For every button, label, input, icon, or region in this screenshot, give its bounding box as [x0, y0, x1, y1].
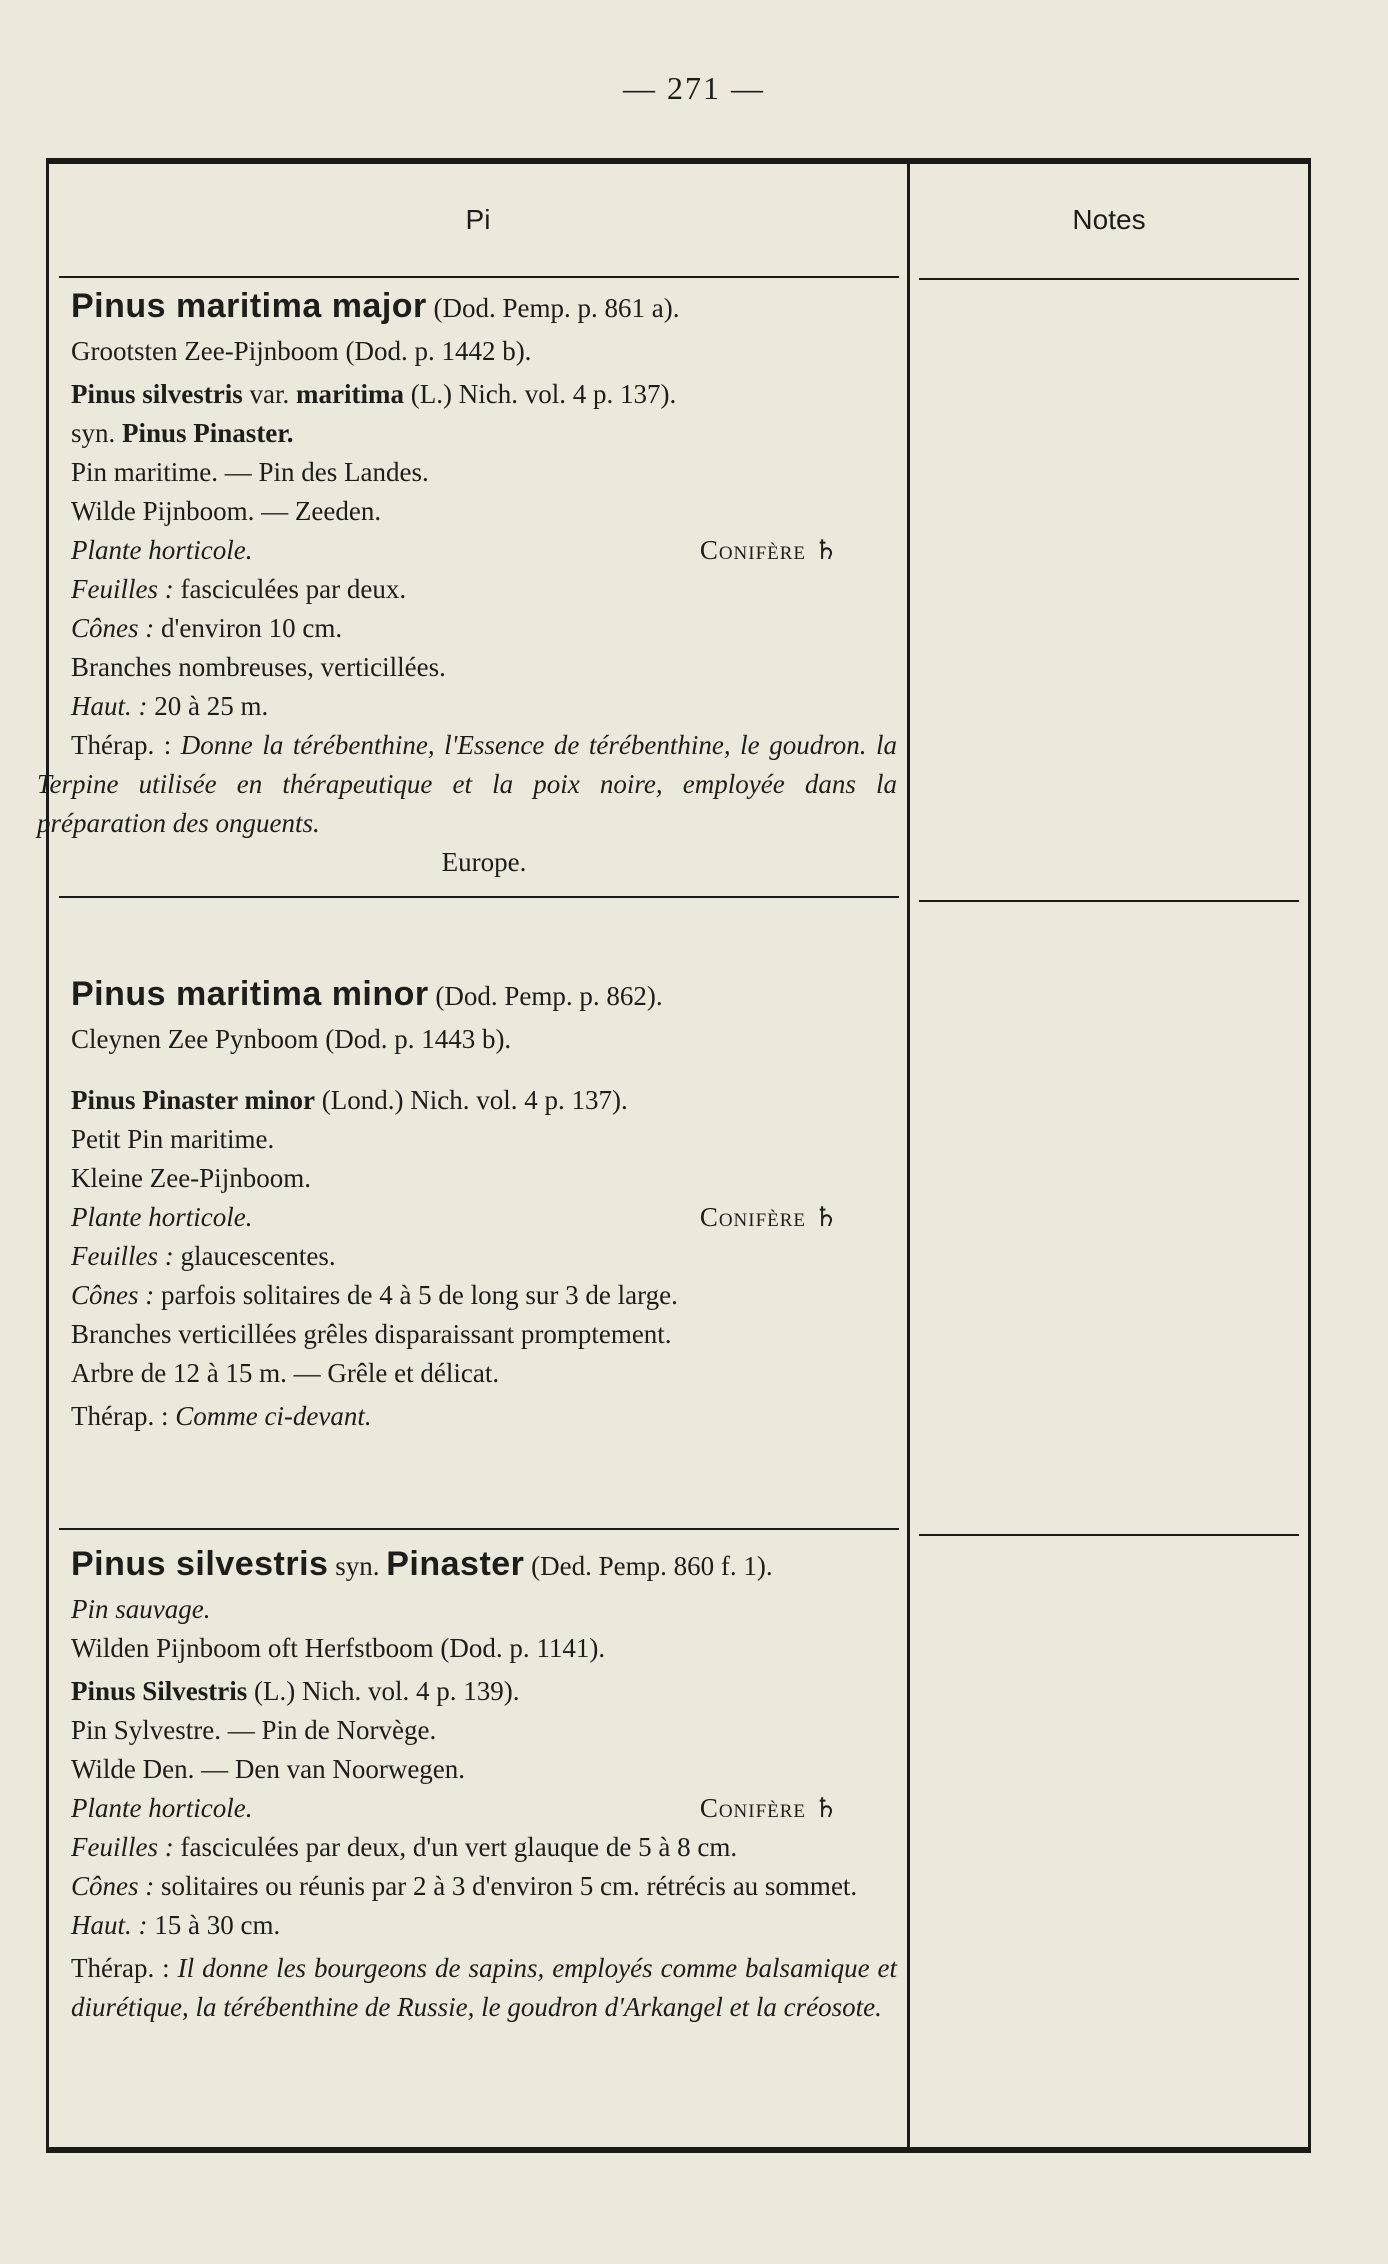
row-divider	[59, 1528, 899, 1530]
catalog-table	[37, 158, 1311, 2153]
leaves-text: fasciculées par deux.	[173, 574, 407, 604]
plant-category: Plante horticole.	[71, 535, 253, 565]
region: Europe.	[441, 847, 527, 877]
synonym-name: Pinus Pinaster.	[122, 418, 294, 448]
synonym-name: Pinus silvestris	[71, 379, 243, 409]
tree-height: Arbre de 12 à 15 m. — Grêle et délicat.	[71, 1358, 500, 1388]
plant-category: Plante horticole.	[71, 1202, 253, 1232]
family-label: Conifère ♄	[699, 1793, 839, 1823]
height-label: Haut. :	[71, 1910, 148, 1940]
cones-text: parfois solitaires de 4 à 5 de long sur 3 de large.	[154, 1280, 678, 1310]
therap-text: Donne la térébenthine, l'Essence de térébenthine, le goudron. la Terpine utilisée en thérapeutique et la poix noire, employée dans la préparation des onguents.	[37, 730, 897, 838]
plant-category: Plante horticole.	[71, 1793, 253, 1823]
column-header-notes: Notes	[1072, 204, 1146, 235]
species-reference: (Ded. Pemp. 860 f. 1).	[524, 1551, 773, 1581]
cones-label: Cônes :	[71, 1280, 155, 1310]
column-header-pi: Pi	[465, 204, 491, 235]
column-divider	[907, 164, 910, 2147]
synonym-variety: maritima	[296, 379, 404, 409]
cones-label: Cônes :	[71, 1871, 155, 1901]
entry-pinus-maritima-minor	[71, 970, 897, 1436]
french-name: Pin maritime. — Pin des Landes.	[71, 457, 429, 487]
species-syn: syn.	[328, 1551, 387, 1581]
family-label: Conifère ♄	[699, 1202, 839, 1232]
cones-text: d'environ 10 cm.	[154, 613, 343, 643]
dutch-common-name: Wilde Pijnboom. — Zeeden.	[71, 496, 382, 526]
species-name: Pinus maritima minor	[71, 975, 429, 1013]
page-number: — 271 —	[623, 70, 765, 106]
row-divider	[59, 896, 899, 898]
entry-pinus-silvestris	[71, 1540, 897, 2027]
therap-text: Comme ci-devant.	[175, 1401, 372, 1431]
synonym-reference: (Lond.) Nich. vol. 4 p. 137).	[315, 1085, 628, 1115]
row-divider	[919, 1534, 1299, 1536]
synonym-reference: (L.) Nich. vol. 4 p. 137).	[404, 379, 677, 409]
height-label: Haut. :	[71, 691, 148, 721]
dutch-common-name: Wilde Den. — Den van Noorwegen.	[71, 1754, 466, 1784]
row-divider	[919, 278, 1299, 280]
synonym-name: Pinus Pinaster minor	[71, 1085, 316, 1115]
leaves-text: fasciculées par deux, d'un vert glauque de 5 à 8 cm.	[173, 1832, 738, 1862]
species-name: Pinus silvestris	[71, 1545, 329, 1583]
height-text: 15 à 30 cm.	[147, 1910, 281, 1940]
french-name: Petit Pin maritime.	[71, 1124, 275, 1154]
branches-text: Branches verticillées grêles disparaissant promptement.	[71, 1319, 672, 1349]
leaves-label: Feuilles :	[71, 574, 174, 604]
therap-text: Il donne les bourgeons de sapins, employés comme balsamique et diurétique, la térébenthine de Russie, le goudron d'Arkangel et la créosote.	[71, 1953, 898, 2022]
synonym-name: Pinus Silvestris	[71, 1676, 248, 1706]
species-reference: (Dod. Pemp. p. 861 a).	[426, 293, 680, 323]
leaves-label: Feuilles :	[71, 1241, 174, 1271]
species-reference: (Dod. Pemp. p. 862).	[428, 981, 663, 1011]
french-name: Pin sauvage.	[71, 1594, 211, 1624]
entry-pinus-maritima-major	[37, 282, 897, 882]
cones-text: solitaires ou réunis par 2 à 3 d'environ 5 cm. rétrécis au sommet.	[154, 1871, 858, 1901]
synonym-reference: (L.) Nich. vol. 4 p. 139).	[247, 1676, 520, 1706]
dutch-name: Wilden Pijnboom oft Herfstboom (Dod. p. 1141).	[71, 1633, 606, 1663]
cones-label: Cônes :	[71, 613, 155, 643]
therap-label: Thérap. :	[71, 730, 181, 760]
leaves-text: glaucescentes.	[173, 1241, 336, 1271]
row-divider	[919, 900, 1299, 902]
height-text: 20 à 25 m.	[147, 691, 269, 721]
row-divider	[59, 276, 899, 278]
synonym-var: var.	[242, 379, 297, 409]
dutch-name: Cleynen Zee Pynboom (Dod. p. 1443 b).	[71, 1024, 512, 1054]
dutch-name: Grootsten Zee-Pijnboom (Dod. p. 1442 b).	[71, 336, 532, 366]
leaves-label: Feuilles :	[71, 1832, 174, 1862]
branches-text: Branches nombreuses, verticillées.	[71, 652, 446, 682]
species-name-alt: Pinaster	[386, 1545, 525, 1583]
french-common-name: Pin Sylvestre. — Pin de Norvège.	[71, 1715, 437, 1745]
therap-label: Thérap. :	[71, 1953, 178, 1983]
species-name: Pinus maritima major	[71, 287, 427, 325]
therap-label: Thérap. :	[71, 1401, 176, 1431]
dutch-common-name: Kleine Zee-Pijnboom.	[71, 1163, 311, 1193]
syn-prefix: syn.	[71, 418, 123, 448]
family-label: Conifère ♄	[699, 535, 839, 565]
